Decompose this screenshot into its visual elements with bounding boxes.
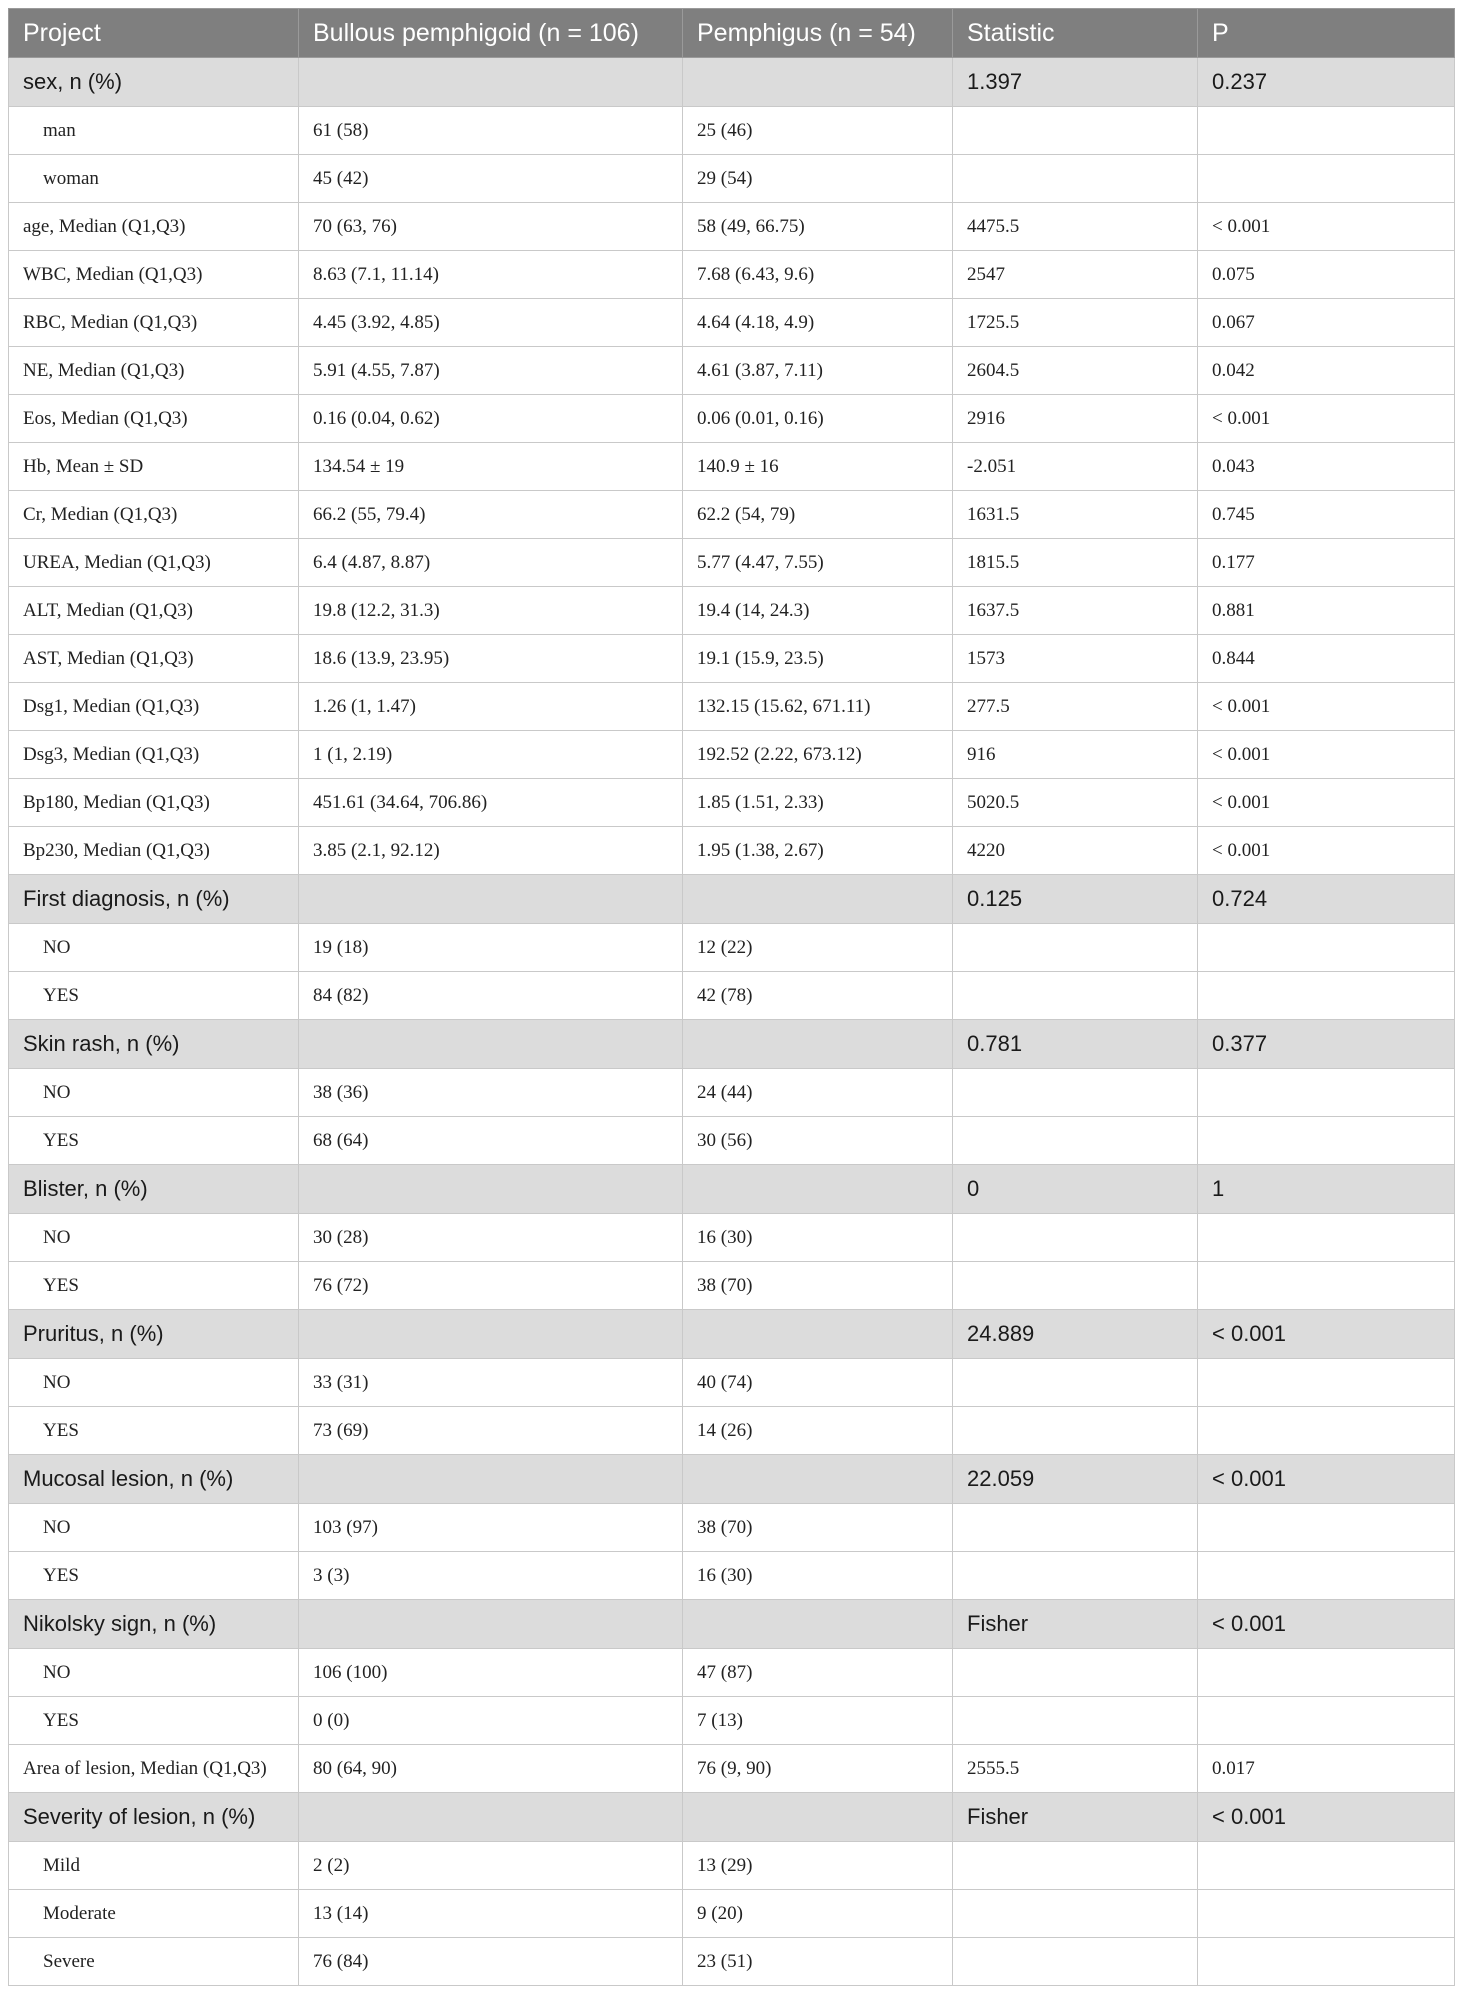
statistic-cell (953, 1552, 1198, 1600)
statistic-cell: 5020.5 (953, 779, 1198, 827)
project-cell: NO (9, 1504, 299, 1552)
header-project: Project (9, 9, 299, 58)
pemphigus-cell (683, 1793, 953, 1842)
comparison-table (8, 8, 1455, 1986)
project-cell: ALT, Median (Q1,Q3) (9, 587, 299, 635)
project-cell: Dsg1, Median (Q1,Q3) (9, 683, 299, 731)
bullous-pemphigoid-cell: 0.16 (0.04, 0.62) (299, 395, 683, 443)
bullous-pemphigoid-cell: 30 (28) (299, 1214, 683, 1262)
project-cell: Dsg3, Median (Q1,Q3) (9, 731, 299, 779)
statistic-cell (953, 1504, 1198, 1552)
project-cell: Severe (9, 1938, 299, 1986)
project-cell: Eos, Median (Q1,Q3) (9, 395, 299, 443)
statistic-cell (953, 1649, 1198, 1697)
group-header-row (9, 1020, 1455, 1069)
p-value-cell: 0.724 (1198, 875, 1455, 924)
bullous-pemphigoid-cell: 45 (42) (299, 155, 683, 203)
bullous-pemphigoid-cell: 3.85 (2.1, 92.12) (299, 827, 683, 875)
table-row (9, 1117, 1455, 1165)
p-value-cell: < 0.001 (1198, 203, 1455, 251)
pemphigus-cell: 40 (74) (683, 1359, 953, 1407)
p-value-cell (1198, 1359, 1455, 1407)
p-value-cell (1198, 1890, 1455, 1938)
pemphigus-cell: 4.61 (3.87, 7.11) (683, 347, 953, 395)
project-cell: NO (9, 1069, 299, 1117)
statistic-cell: -2.051 (953, 443, 1198, 491)
pemphigus-cell: 62.2 (54, 79) (683, 491, 953, 539)
project-cell: WBC, Median (Q1,Q3) (9, 251, 299, 299)
pemphigus-cell: 9 (20) (683, 1890, 953, 1938)
project-cell: NO (9, 924, 299, 972)
bullous-pemphigoid-cell: 6.4 (4.87, 8.87) (299, 539, 683, 587)
p-value-cell (1198, 1938, 1455, 1986)
p-value-cell: < 0.001 (1198, 731, 1455, 779)
table-row (9, 779, 1455, 827)
table-row (9, 924, 1455, 972)
table-body (9, 58, 1455, 1986)
pemphigus-cell: 4.64 (4.18, 4.9) (683, 299, 953, 347)
statistic-cell (953, 1697, 1198, 1745)
bullous-pemphigoid-cell (299, 1455, 683, 1504)
table-row (9, 1407, 1455, 1455)
statistic-cell: 0.781 (953, 1020, 1198, 1069)
pemphigus-cell: 76 (9, 90) (683, 1745, 953, 1793)
group-header-row (9, 1793, 1455, 1842)
table-row (9, 1504, 1455, 1552)
table-row (9, 1214, 1455, 1262)
table-row (9, 1938, 1455, 1986)
project-cell: Nikolsky sign, n (%) (9, 1600, 299, 1649)
pemphigus-cell: 140.9 ± 16 (683, 443, 953, 491)
bullous-pemphigoid-cell: 19 (18) (299, 924, 683, 972)
pemphigus-cell: 7.68 (6.43, 9.6) (683, 251, 953, 299)
project-cell: Mild (9, 1842, 299, 1890)
p-value-cell (1198, 1649, 1455, 1697)
bullous-pemphigoid-cell: 8.63 (7.1, 11.14) (299, 251, 683, 299)
statistic-cell: 22.059 (953, 1455, 1198, 1504)
group-header-row (9, 1600, 1455, 1649)
pemphigus-cell: 29 (54) (683, 155, 953, 203)
statistic-cell: 1637.5 (953, 587, 1198, 635)
pemphigus-cell: 16 (30) (683, 1214, 953, 1262)
project-cell: UREA, Median (Q1,Q3) (9, 539, 299, 587)
header-bullous-pemphigoid: Bullous pemphigoid (n = 106) (299, 9, 683, 58)
project-cell: YES (9, 1117, 299, 1165)
project-cell: YES (9, 1552, 299, 1600)
table-row (9, 251, 1455, 299)
statistic-cell: 2916 (953, 395, 1198, 443)
table-row (9, 1552, 1455, 1600)
group-header-row (9, 1455, 1455, 1504)
project-cell: Moderate (9, 1890, 299, 1938)
bullous-pemphigoid-cell: 80 (64, 90) (299, 1745, 683, 1793)
bullous-pemphigoid-cell: 76 (72) (299, 1262, 683, 1310)
pemphigus-cell: 1.85 (1.51, 2.33) (683, 779, 953, 827)
table-row (9, 731, 1455, 779)
table-row (9, 683, 1455, 731)
pemphigus-cell: 24 (44) (683, 1069, 953, 1117)
table-row (9, 1890, 1455, 1938)
p-value-cell (1198, 107, 1455, 155)
p-value-cell (1198, 1262, 1455, 1310)
p-value-cell (1198, 1842, 1455, 1890)
project-cell: man (9, 107, 299, 155)
project-cell: NE, Median (Q1,Q3) (9, 347, 299, 395)
pemphigus-cell: 132.15 (15.62, 671.11) (683, 683, 953, 731)
statistic-cell: 0.125 (953, 875, 1198, 924)
statistic-cell (953, 972, 1198, 1020)
bullous-pemphigoid-cell (299, 1600, 683, 1649)
pemphigus-cell (683, 58, 953, 107)
statistic-cell (953, 1262, 1198, 1310)
table-row (9, 347, 1455, 395)
project-cell: Severity of lesion, n (%) (9, 1793, 299, 1842)
pemphigus-cell: 23 (51) (683, 1938, 953, 1986)
p-value-cell (1198, 1069, 1455, 1117)
table-header (9, 9, 1455, 58)
p-value-cell: 0.017 (1198, 1745, 1455, 1793)
p-value-cell: < 0.001 (1198, 779, 1455, 827)
bullous-pemphigoid-cell: 33 (31) (299, 1359, 683, 1407)
project-cell: First diagnosis, n (%) (9, 875, 299, 924)
pemphigus-cell (683, 1310, 953, 1359)
p-value-cell: 0.881 (1198, 587, 1455, 635)
statistic-cell: 1725.5 (953, 299, 1198, 347)
statistic-cell: 1.397 (953, 58, 1198, 107)
p-value-cell: < 0.001 (1198, 683, 1455, 731)
bullous-pemphigoid-cell: 1 (1, 2.19) (299, 731, 683, 779)
bullous-pemphigoid-cell (299, 1310, 683, 1359)
project-cell: Bp180, Median (Q1,Q3) (9, 779, 299, 827)
project-cell: Pruritus, n (%) (9, 1310, 299, 1359)
header-statistic: Statistic (953, 9, 1198, 58)
header-row (9, 9, 1455, 58)
p-value-cell (1198, 924, 1455, 972)
bullous-pemphigoid-cell: 451.61 (34.64, 706.86) (299, 779, 683, 827)
p-value-cell: 0.177 (1198, 539, 1455, 587)
bullous-pemphigoid-cell (299, 1020, 683, 1069)
bullous-pemphigoid-cell: 3 (3) (299, 1552, 683, 1600)
p-value-cell (1198, 972, 1455, 1020)
bullous-pemphigoid-cell: 76 (84) (299, 1938, 683, 1986)
pemphigus-cell: 47 (87) (683, 1649, 953, 1697)
pemphigus-cell: 38 (70) (683, 1262, 953, 1310)
pemphigus-cell (683, 1455, 953, 1504)
table-row (9, 395, 1455, 443)
pemphigus-cell (683, 1020, 953, 1069)
statistic-cell: Fisher (953, 1600, 1198, 1649)
statistic-cell: 4475.5 (953, 203, 1198, 251)
p-value-cell: 0.043 (1198, 443, 1455, 491)
bullous-pemphigoid-cell: 68 (64) (299, 1117, 683, 1165)
statistic-cell (953, 1117, 1198, 1165)
pemphigus-cell: 12 (22) (683, 924, 953, 972)
table-row (9, 299, 1455, 347)
statistic-cell (953, 1842, 1198, 1890)
table-row (9, 539, 1455, 587)
pemphigus-cell: 7 (13) (683, 1697, 953, 1745)
table-row (9, 1697, 1455, 1745)
bullous-pemphigoid-cell (299, 58, 683, 107)
p-value-cell (1198, 1117, 1455, 1165)
p-value-cell (1198, 1214, 1455, 1262)
project-cell: Hb, Mean ± SD (9, 443, 299, 491)
table-row (9, 635, 1455, 683)
statistic-cell: 24.889 (953, 1310, 1198, 1359)
header-p-value: P (1198, 9, 1455, 58)
header-pemphigus: Pemphigus (n = 54) (683, 9, 953, 58)
group-header-row (9, 58, 1455, 107)
statistic-cell: 4220 (953, 827, 1198, 875)
table-row (9, 1359, 1455, 1407)
pemphigus-cell: 1.95 (1.38, 2.67) (683, 827, 953, 875)
pemphigus-cell (683, 875, 953, 924)
group-header-row (9, 1165, 1455, 1214)
p-value-cell: < 0.001 (1198, 395, 1455, 443)
bullous-pemphigoid-cell: 103 (97) (299, 1504, 683, 1552)
project-cell: NO (9, 1649, 299, 1697)
table-row (9, 972, 1455, 1020)
bullous-pemphigoid-cell: 106 (100) (299, 1649, 683, 1697)
pemphigus-cell: 192.52 (2.22, 673.12) (683, 731, 953, 779)
project-cell: Cr, Median (Q1,Q3) (9, 491, 299, 539)
statistic-cell: 1815.5 (953, 539, 1198, 587)
bullous-pemphigoid-cell: 38 (36) (299, 1069, 683, 1117)
table-row (9, 1745, 1455, 1793)
group-header-row (9, 875, 1455, 924)
p-value-cell: < 0.001 (1198, 827, 1455, 875)
table-row (9, 155, 1455, 203)
p-value-cell: < 0.001 (1198, 1310, 1455, 1359)
pemphigus-cell: 14 (26) (683, 1407, 953, 1455)
project-cell: Bp230, Median (Q1,Q3) (9, 827, 299, 875)
statistic-cell: 2547 (953, 251, 1198, 299)
project-cell: Area of lesion, Median (Q1,Q3) (9, 1745, 299, 1793)
p-value-cell: 0.067 (1198, 299, 1455, 347)
project-cell: Skin rash, n (%) (9, 1020, 299, 1069)
pemphigus-cell: 19.1 (15.9, 23.5) (683, 635, 953, 683)
p-value-cell: 1 (1198, 1165, 1455, 1214)
table-row (9, 1262, 1455, 1310)
bullous-pemphigoid-cell: 84 (82) (299, 972, 683, 1020)
bullous-pemphigoid-cell (299, 1793, 683, 1842)
project-cell: YES (9, 1407, 299, 1455)
bullous-pemphigoid-cell: 66.2 (55, 79.4) (299, 491, 683, 539)
statistic-cell (953, 1359, 1198, 1407)
pemphigus-cell: 30 (56) (683, 1117, 953, 1165)
project-cell: age, Median (Q1,Q3) (9, 203, 299, 251)
project-cell: woman (9, 155, 299, 203)
statistic-cell (953, 1890, 1198, 1938)
table-row (9, 1842, 1455, 1890)
table-row (9, 491, 1455, 539)
pemphigus-cell: 13 (29) (683, 1842, 953, 1890)
table-row (9, 107, 1455, 155)
bullous-pemphigoid-cell: 18.6 (13.9, 23.95) (299, 635, 683, 683)
bullous-pemphigoid-cell: 61 (58) (299, 107, 683, 155)
p-value-cell: 0.745 (1198, 491, 1455, 539)
p-value-cell: < 0.001 (1198, 1455, 1455, 1504)
project-cell: NO (9, 1214, 299, 1262)
p-value-cell: < 0.001 (1198, 1793, 1455, 1842)
bullous-pemphigoid-cell: 70 (63, 76) (299, 203, 683, 251)
statistic-cell: 0 (953, 1165, 1198, 1214)
statistic-cell: 1573 (953, 635, 1198, 683)
bullous-pemphigoid-cell: 134.54 ± 19 (299, 443, 683, 491)
statistic-cell (953, 1069, 1198, 1117)
p-value-cell: 0.237 (1198, 58, 1455, 107)
statistic-cell: 2604.5 (953, 347, 1198, 395)
pemphigus-cell: 58 (49, 66.75) (683, 203, 953, 251)
statistic-cell: 1631.5 (953, 491, 1198, 539)
p-value-cell (1198, 1697, 1455, 1745)
project-cell: AST, Median (Q1,Q3) (9, 635, 299, 683)
bullous-pemphigoid-cell (299, 875, 683, 924)
statistic-cell: 2555.5 (953, 1745, 1198, 1793)
p-value-cell: 0.042 (1198, 347, 1455, 395)
pemphigus-cell (683, 1600, 953, 1649)
statistic-cell: 277.5 (953, 683, 1198, 731)
bullous-pemphigoid-cell: 13 (14) (299, 1890, 683, 1938)
bullous-pemphigoid-cell: 5.91 (4.55, 7.87) (299, 347, 683, 395)
p-value-cell (1198, 1504, 1455, 1552)
project-cell: Mucosal lesion, n (%) (9, 1455, 299, 1504)
pemphigus-cell: 42 (78) (683, 972, 953, 1020)
statistic-cell: Fisher (953, 1793, 1198, 1842)
statistic-cell (953, 107, 1198, 155)
statistic-cell (953, 1938, 1198, 1986)
pemphigus-cell: 0.06 (0.01, 0.16) (683, 395, 953, 443)
pemphigus-cell: 19.4 (14, 24.3) (683, 587, 953, 635)
bullous-pemphigoid-cell: 73 (69) (299, 1407, 683, 1455)
statistic-cell (953, 1214, 1198, 1262)
project-cell: YES (9, 1697, 299, 1745)
bullous-pemphigoid-cell: 19.8 (12.2, 31.3) (299, 587, 683, 635)
project-cell: NO (9, 1359, 299, 1407)
bullous-pemphigoid-cell: 4.45 (3.92, 4.85) (299, 299, 683, 347)
p-value-cell (1198, 155, 1455, 203)
p-value-cell: 0.844 (1198, 635, 1455, 683)
bullous-pemphigoid-cell: 0 (0) (299, 1697, 683, 1745)
pemphigus-cell: 38 (70) (683, 1504, 953, 1552)
bullous-pemphigoid-cell: 1.26 (1, 1.47) (299, 683, 683, 731)
pemphigus-cell: 16 (30) (683, 1552, 953, 1600)
p-value-cell: < 0.001 (1198, 1600, 1455, 1649)
table-row (9, 1069, 1455, 1117)
statistic-cell (953, 155, 1198, 203)
table-row (9, 587, 1455, 635)
bullous-pemphigoid-cell: 2 (2) (299, 1842, 683, 1890)
pemphigus-cell: 25 (46) (683, 107, 953, 155)
statistic-cell: 916 (953, 731, 1198, 779)
p-value-cell (1198, 1552, 1455, 1600)
bullous-pemphigoid-cell (299, 1165, 683, 1214)
pemphigus-cell (683, 1165, 953, 1214)
project-cell: YES (9, 972, 299, 1020)
table-row (9, 443, 1455, 491)
statistic-cell (953, 1407, 1198, 1455)
project-cell: sex, n (%) (9, 58, 299, 107)
p-value-cell: 0.377 (1198, 1020, 1455, 1069)
pemphigus-cell: 5.77 (4.47, 7.55) (683, 539, 953, 587)
project-cell: Blister, n (%) (9, 1165, 299, 1214)
p-value-cell: 0.075 (1198, 251, 1455, 299)
table-row (9, 1649, 1455, 1697)
p-value-cell (1198, 1407, 1455, 1455)
project-cell: YES (9, 1262, 299, 1310)
table-row (9, 203, 1455, 251)
project-cell: RBC, Median (Q1,Q3) (9, 299, 299, 347)
group-header-row (9, 1310, 1455, 1359)
table-row (9, 827, 1455, 875)
statistic-cell (953, 924, 1198, 972)
